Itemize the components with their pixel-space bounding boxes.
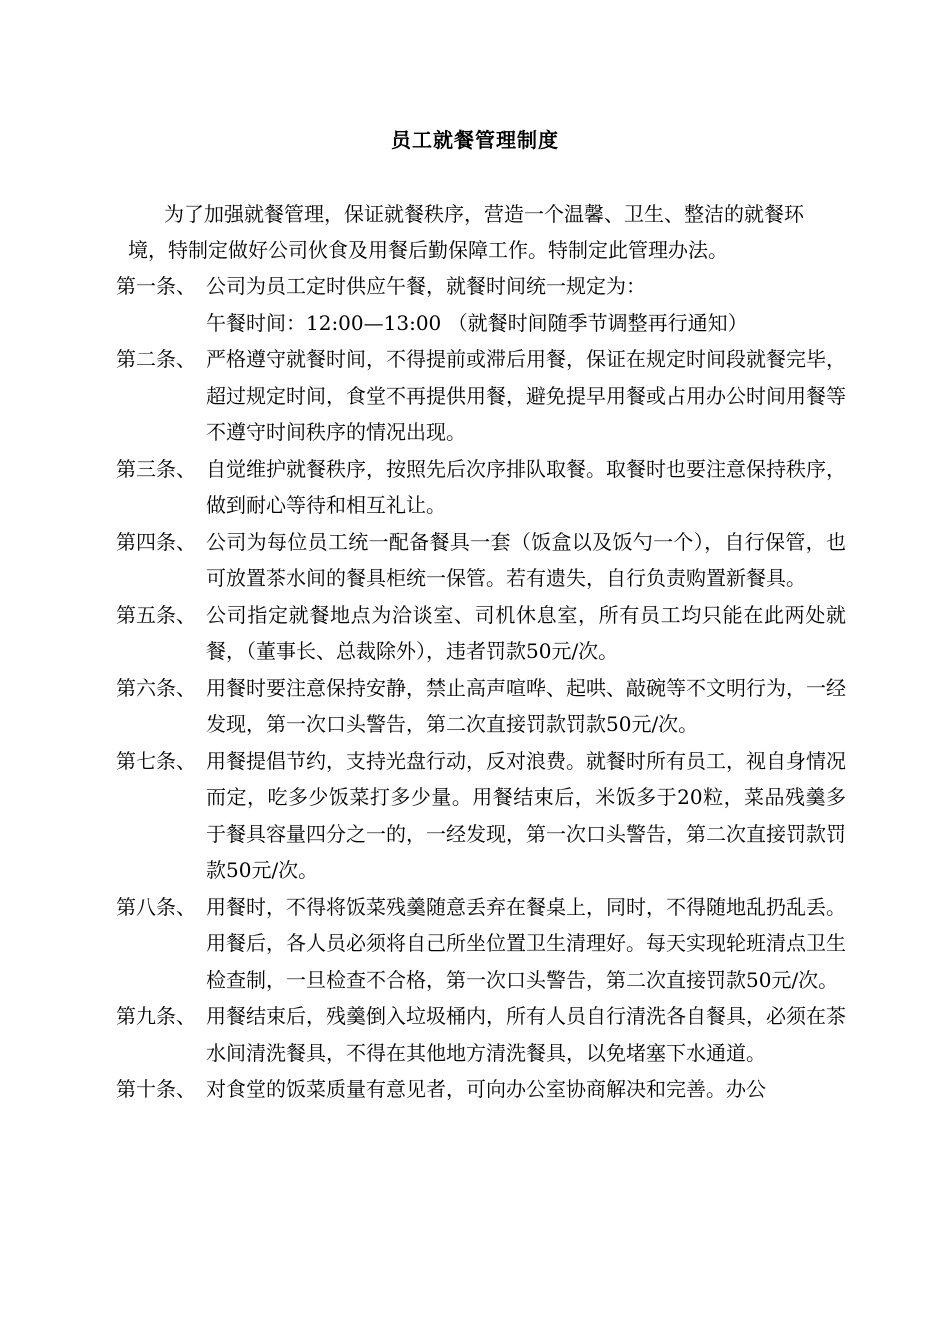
article-number: 第一条、: [116, 274, 196, 298]
article-main-text: 公司为员工定时供应午餐，就餐时间统一规定为：: [206, 274, 646, 298]
article-number: 第六条、: [116, 675, 196, 700]
article-list: [116, 268, 846, 1108]
article-number: 第四条、: [116, 529, 196, 554]
article-2: [116, 341, 846, 451]
article-text: 用餐结束后，残羹倒入垃圾桶内，所有人员自行清洗各自餐具，必须在茶水间清洗餐具，不得在其他地方清洗餐具，以免堵塞下水通道。: [206, 1004, 846, 1065]
article-10: [116, 1071, 846, 1108]
article-text: 用餐时，不得将饭菜残羹随意丢弃在餐桌上，同时，不得随地乱扔乱丢。用餐后，各人员必须将自己所坐位置卫生清理好。每天实现轮班清点卫生检查制，一旦检查不合格，第一次口头警告，第二次直接罚款50元/次。: [206, 894, 846, 992]
lunch-time: 午餐时间：12:00—13:00 （就餐时间随季节调整再行通知）: [206, 310, 748, 335]
article-4: [116, 524, 846, 597]
article-text: 公司为每位员工统一配备餐具一套（饭盒以及饭勺一个），自行保管，也可放置茶水间的餐具柜统一保管。若有遗失，自行负责购置新餐具。: [206, 529, 846, 590]
article-number: 第八条、: [116, 894, 196, 919]
article-text: 公司指定就餐地点为洽谈室、司机休息室，所有员工均只能在此两处就餐，（董事长、总裁除外），违者罚款50元/次。: [206, 602, 846, 663]
article-text: 用餐提倡节约，支持光盘行动，反对浪费。就餐时所有员工，视自身情况而定，吃多少饭菜打多少量。用餐结束后，米饭多于20粒，菜品残羹多于餐具容量四分之一的，一经发现，第一次口头警告，第二次直接罚款罚款50元/次。: [206, 748, 846, 882]
article-3: [116, 451, 846, 524]
article-5: [116, 597, 846, 670]
article-text: 用餐时要注意保持安静，禁止高声喧哗、起哄、敲碗等不文明行为，一经发现，第一次口头警告，第二次直接罚款罚款50元/次。: [206, 675, 846, 736]
article-text: [206, 268, 846, 341]
article-number: 第十条、: [116, 1077, 196, 1101]
article-number: 第九条、: [116, 1004, 196, 1028]
article-1: [116, 268, 846, 341]
article-8: [116, 889, 846, 999]
article-number: 第七条、: [116, 748, 196, 773]
article-text: 对食堂的饭菜质量有意见者，可向办公室协商解决和完善。办公: [206, 1077, 766, 1101]
article-7: [116, 743, 846, 889]
article-text: 严格遵守就餐时间，不得提前或滞后用餐，保证在规定时间段就餐完毕，超过规定时间，食堂不再提供用餐，避免提早用餐或占用办公时间用餐等不遵守时间秩序的情况出现。: [206, 347, 846, 444]
article-number: 第二条、: [116, 347, 196, 371]
article-9: [116, 998, 846, 1071]
article-number: 第五条、: [116, 602, 196, 627]
article-text: 自觉维护就餐秩序，按照先后次序排队取餐。取餐时也要注意保持秩序，做到耐心等待和相互礼让。: [206, 456, 846, 517]
article-number: 第三条、: [116, 456, 196, 481]
document-title: 员工就餐管理制度: [391, 128, 559, 152]
article-6: [116, 670, 846, 743]
intro-paragraph: 为了加强就餐管理，保证就餐秩序，营造一个温馨、卫生、整洁的就餐环境，特制定做好公司伙食及用餐后勤保障工作。特制定此管理办法。: [128, 202, 804, 262]
